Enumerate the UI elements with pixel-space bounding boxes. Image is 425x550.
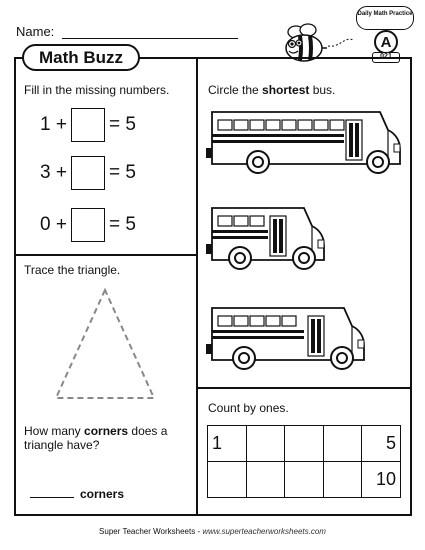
bus-long[interactable] <box>204 104 404 184</box>
prompt-bold: shortest <box>262 83 310 97</box>
question-bold: corners <box>84 424 129 438</box>
equation-right: = 5 <box>108 114 136 135</box>
count-grid <box>207 425 401 498</box>
right-divider <box>196 387 412 389</box>
bus-prompt <box>208 83 335 97</box>
prompt-text: bus. <box>309 83 336 97</box>
footer <box>0 527 425 536</box>
corners-answer <box>30 487 124 501</box>
count-cell: 5 <box>362 426 401 462</box>
equation-left: 1 + <box>40 114 67 135</box>
equation-1 <box>40 108 136 142</box>
count-cell: 1 <box>208 426 247 462</box>
question-text: does a triangle have? <box>24 424 168 452</box>
name-line <box>62 38 238 39</box>
bus-medium[interactable] <box>204 300 374 380</box>
bus-short[interactable] <box>204 200 334 280</box>
prompt-text: Circle the <box>208 83 263 97</box>
count-cell[interactable] <box>323 462 362 498</box>
page-title: Math Buzz <box>22 44 140 71</box>
daily-practice-badge: Daily Math Practice <box>356 6 414 30</box>
count-row <box>208 462 401 498</box>
equation-right: = 5 <box>108 214 136 235</box>
dashed-triangle[interactable] <box>50 284 160 404</box>
count-cell: 10 <box>362 462 401 498</box>
answer-blank[interactable] <box>30 497 74 498</box>
answer-box[interactable] <box>71 156 105 190</box>
triangle-prompt: Trace the triangle. <box>24 263 121 277</box>
bus-body <box>206 208 324 269</box>
question-text: How many <box>24 424 85 438</box>
footer-brand: Super Teacher Worksheets <box>99 527 196 536</box>
footer-separator: - <box>195 527 203 536</box>
missing-numbers-prompt: Fill in the missing numbers. <box>24 83 170 97</box>
count-cell[interactable] <box>208 462 247 498</box>
count-prompt: Count by ones. <box>208 401 289 415</box>
count-row <box>208 426 401 462</box>
count-cell[interactable] <box>246 462 285 498</box>
equation-2 <box>40 156 136 190</box>
level-badge: A <box>374 30 398 54</box>
corners-question <box>24 424 189 452</box>
worksheet-number: 021 <box>372 52 400 63</box>
count-cell[interactable] <box>285 462 324 498</box>
answer-box[interactable] <box>71 208 105 242</box>
left-divider <box>14 254 197 256</box>
equation-3 <box>40 208 136 242</box>
name-label: Name: <box>16 24 55 39</box>
bus-body <box>206 308 364 369</box>
equation-right: = 5 <box>108 162 136 183</box>
count-cell[interactable] <box>323 426 362 462</box>
equation-left: 3 + <box>40 162 67 183</box>
answer-box[interactable] <box>71 108 105 142</box>
count-cell[interactable] <box>246 426 285 462</box>
equation-left: 0 + <box>40 214 67 235</box>
count-cell[interactable] <box>285 426 324 462</box>
footer-link[interactable]: www.superteacherworksheets.com <box>202 527 326 536</box>
vertical-divider <box>196 57 198 516</box>
bus-body <box>206 112 400 173</box>
answer-label: corners <box>80 487 125 501</box>
